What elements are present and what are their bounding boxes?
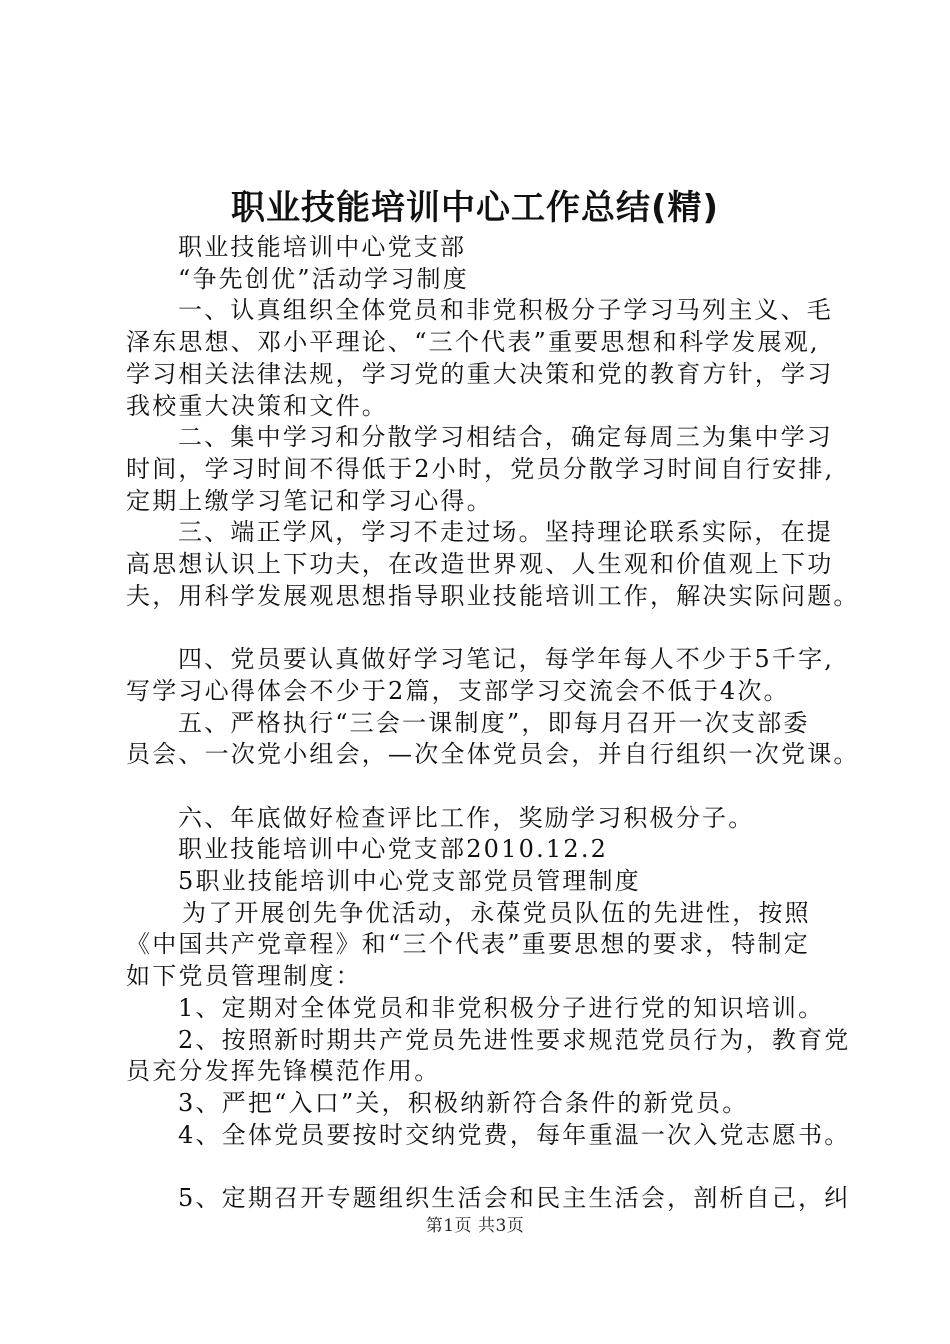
paragraph-line: 六、年底做好检查评比工作，奖励学习积极分子。 — [178, 803, 755, 832]
page-footer: 第1页 共3页 — [425, 1216, 525, 1236]
paragraph-line: 1、定期对全体党员和非党积极分子进行党的知识培训。 — [178, 993, 825, 1022]
paragraph-line: 五、严格执行“三会一课制度”，即每月召开一次支部委 — [178, 708, 810, 737]
paragraph-line: 泽东思想、邓小平理论、“三个代表”重要思想和科学发展观, — [126, 328, 820, 357]
blank-line — [126, 771, 856, 803]
paragraph-line: 四、党员要认真做好学习笔记，每学年每人不少于5千字, — [178, 645, 835, 674]
document-title: 职业技能培训中心工作总结(精) — [230, 188, 720, 228]
paragraph-line: 职业技能培训中心党支部 — [178, 233, 467, 261]
paragraph-line: 如下党员管理制度： — [126, 962, 362, 991]
paragraph-line: 5、定期召开专题组织生活会和民主生活会，剖析自己，纠 — [178, 1184, 851, 1213]
paragraph-line: 三、端正学风，学习不走过场。坚持理论联系实际，在提 — [178, 518, 833, 547]
paragraph-line: 《中国共产党章程》和“三个代表”重要思想的要求，特制定 — [126, 930, 810, 959]
paragraph-line: 员会、一次党小组会，—次全体党员会，并自行组织一次党课。 — [126, 740, 860, 769]
paragraph-line: 3、严把“入口”关，积极纳新符合条件的新党员。 — [178, 1088, 749, 1117]
signature-line: 职业技能培训中心党支部2010.12.2 — [178, 835, 609, 864]
paragraph-line: 二、集中学习和分散学习相结合，确定每周三为集中学习 — [178, 423, 833, 452]
paragraph-line: 员充分发挥先锋模范作用。 — [126, 1057, 441, 1086]
document-body — [126, 232, 860, 1215]
paragraph-line: 一、认真组织全体党员和非党积极分子学习马列主义、毛 — [178, 296, 833, 325]
blank-line — [126, 1151, 856, 1183]
paragraph-line: “争先创优”活动学习制度 — [178, 264, 469, 293]
paragraph-line: 4、全体党员要按时交纳党费，每年重温一次入党志愿书。 — [178, 1120, 851, 1149]
paragraph-line: 2、按照新时期共产党员先进性要求规范党员行为，教育党 — [178, 1025, 851, 1054]
paragraph-line: 夫，用科学发展观思想指导职业技能培训工作，解决实际问题。 — [126, 581, 860, 610]
paragraph-line: 为了开展创先争优活动，永葆党员队伍的先进性，按照 — [182, 898, 811, 927]
paragraph-line: 我校重大决策和文件。 — [126, 391, 388, 420]
paragraph-line: 时间，学习时间不得低于2小时，党员分散学习时间自行安排, — [126, 454, 835, 483]
blank-line — [126, 612, 856, 644]
section-heading: 5职业技能培训中心党支部党员管理制度 — [178, 867, 641, 896]
paragraph-line: 学习相关法律法规，学习党的重大决策和党的教育方针，学习 — [126, 359, 834, 388]
paragraph-line: 定期上缴学习笔记和学习心得。 — [126, 486, 493, 515]
paragraph-line: 写学习心得体会不少于2篇，支部学习交流会不低于4次。 — [126, 676, 790, 705]
paragraph-line: 高思想认识上下功夫，在改造世界观、人生观和价值观上下功 — [126, 550, 834, 579]
